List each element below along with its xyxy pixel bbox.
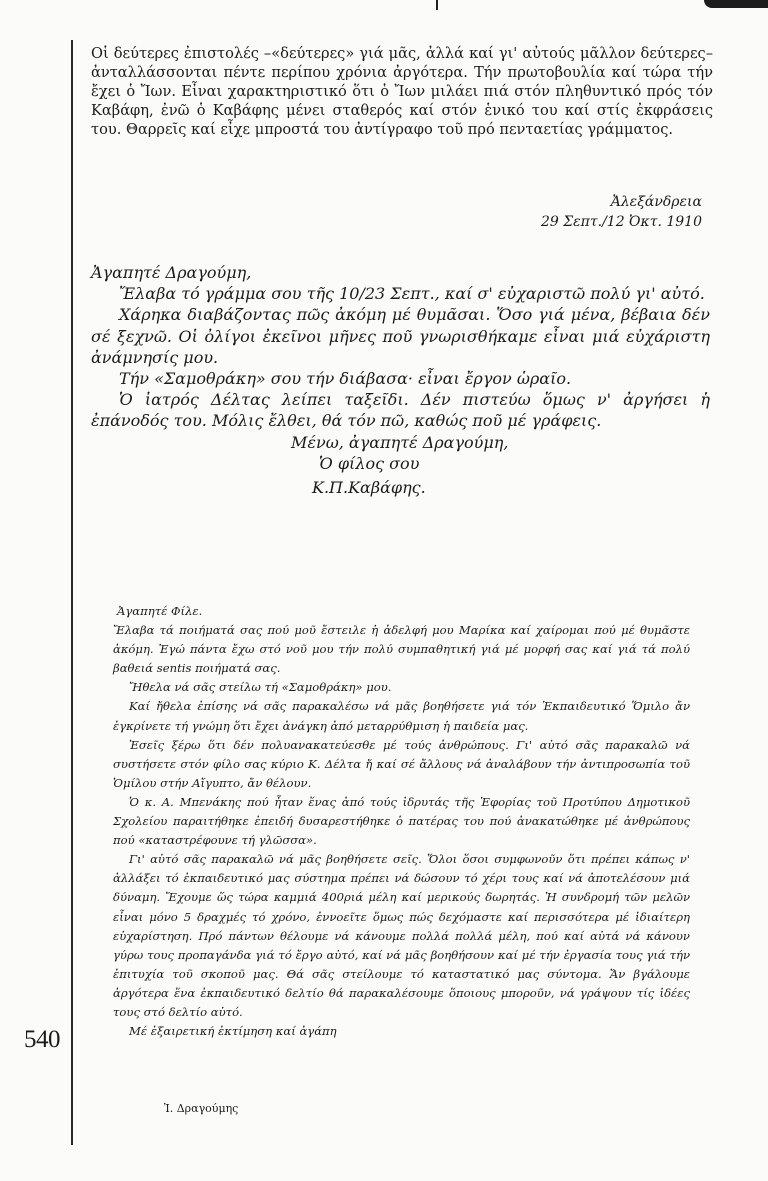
dateline-date: 29 Σεπτ./12 Ὀκτ. 1910 (541, 214, 702, 230)
letter-closing: Μέ ἐξαιρετική ἐκτίμηση καί ἀγάπη (129, 1024, 337, 1039)
letter-paragraph: Ἔλαβα τά ποιήματά σας πού μοῦ ἔστειλε ἡ ἀδελφή μου Μαρίκα καί χαίρομαι πού μέ θυμᾶστε ἀκόμη. Ἐγώ πάντα ἔχω στό νοῦ μου τήν πολύ συμπαθητική γιά μέ μορφή σας καί γιά τά πολύ βαθειά sentis ποιήματά σας. (113, 623, 690, 676)
letter-paragraph: Ἔλαβα τό γράμμα σου τῆς 10/23 Σεπτ., καί σ' εὐχαριστῶ πολύ γι' αὐτό. (119, 284, 705, 304)
letter-closing-friend: Ὁ φίλος σου (319, 453, 420, 473)
letter-paragraph: Ἤθελα νά σᾶς στείλω τή «Σαμοθράκη» μου. (129, 680, 392, 695)
letter-paragraph: Γι' αὐτό σᾶς παρακαλῶ νά μᾶς βοηθήσετε σεῖς. Ὅλοι ὅσοι συμφωνοῦν ὅτι πρέπει κάπως ν' ἀλλάξει τό ἐκπαιδευτικό μας σύστημα πρέπει νά δώσουν τό χέρι τους καί νά ἀποτελέσουν μιά δύναμη. Ἔχουμε ὥς τώρα καμμιά 400ριά μέλη καί μερικούς δωρητάς. Ἡ συνδρομή τῶν μελῶν εἶναι μόνο 5 δραχμές τό χρόνο, ἐννοεῖτε ὅμως πώς δεχόμαστε καί περισσότερα μέ ἰδιαίτερη εὐχαρίστηση. Πρό πάντων θέλουμε νά κάνουμε πολλά πολλά μέλη, πού καί αὐτά νά κάνουν γύρω τους προπαγάνδα γιά τό ἔργο αὐτό, καί νά μᾶς βοηθήσουν καί μέ τήν ἐργασία τους γιά τήν ἐπιτυχία τοῦ σκοποῦ μας. Θά σᾶς στείλουμε τό καταστατικό μας σύντομα. Ἄν βγάλουμε ἀργότερα ἕνα ἐκπαιδευτικό δελτίο θά παρακαλέσουμε ὅποιους μποροῦν, νά γράψουν τίς ἰδέες τους στό δελτίο αὐτό. (113, 852, 690, 1019)
letter-salutation: Ἀγαπητέ Δραγούμη, (91, 263, 252, 282)
letter-signature: Κ.Π.Καβάφης. (312, 478, 426, 498)
corner-tick (436, 0, 438, 10)
corner-scan-mark (704, 0, 768, 8)
intro-paragraph: Οἱ δεύτερες ἐπιστολές –«δεύτερες» γιά μᾶς, ἀλλά καί γι' αὐτούς μᾶλλον δεύτερες– ἀνταλλάσσονται πέντε περίπου χρόνια ἀργότερα. Τήν πρωτοβουλία καί τώρα τήν ἔχει ὁ Ἴων. Εἶναι χαρακτηριστικό ὅτι ὁ Ἴων μιλάει πιά στόν πληθυντικό πρός τόν Καβάφη, ἐνῶ ὁ Καβάφης μένει σταθερός καί στόν ἑνικό του καί στίς ἐκφράσεις του. Θαρρεῖς καί εἶχε μπροστά του ἀντίγραφο τοῦ πρό πενταετίας γράμματος. (91, 45, 713, 138)
letter-paragraph: Ἐσεῖς ξέρω ὅτι δέν πολυανακατεύεσθε μέ τούς ἀνθρώπους. Γι' αὐτό σᾶς παρακαλῶ νά συστήσετε στόν φίλο σας κύριο Κ. Δέλτα ἤ καί σέ ἄλλους νά ἀναλάβουν τήν ἀντιπροσωπία τοῦ Ὁμίλου στήν Αἴγυπτο, ἄν θέλουν. (113, 737, 690, 790)
letter-paragraph: Καί ἤθελα ἐπίσης νά σᾶς παρακαλέσω νά μᾶς βοηθήσετε γιά τόν Ἐκπαιδευτικό Ὅμιλο ἄν ἐγκρίνετε τή γνώμη ὅτι ἔχει ἀνάγκη ἀπό μεταρρύθμιση ἡ παιδεία μας. (113, 699, 690, 733)
letter-paragraph: Χάρηκα διαβάζοντας πῶς ἀκόμη μέ θυμᾶσαι. Ὅσο γιά μένα, βέβαια δέν σέ ξεχνῶ. Οἱ ὀλίγοι ἐκεῖνοι μῆνες ποῦ γνωρισθήκαμε εἶναι μιά εὐχάριστη ἀνάμνησίς μου. (91, 305, 710, 367)
page-number: 540 (24, 1026, 60, 1053)
letter-cavafy (91, 262, 710, 498)
dateline (541, 192, 702, 232)
letter-paragraph: Ὁ ἰατρός Δέλτας λείπει ταξεῖδι. Δέν πιστεύω ὅμως ν' ἀργήσει ἡ ἐπάνοδός του. Μόλις ἔλθει, θά τόν πῶ, καθώς ποῦ μέ γράφεις. (91, 390, 710, 431)
letter-closing: Μένω, ἀγαπητέ Δραγούμη, (291, 432, 509, 452)
letter-signature: Ἰ. Δραγούμης (164, 1102, 239, 1115)
dateline-place: Ἀλεξάνδρεια (610, 194, 702, 210)
letter-paragraph: Ὁ κ. Α. Μπενάκης πού ἦταν ἕνας ἀπό τούς ἱδρυτάς τῆς Ἐφορίας τοῦ Προτύπου Δημοτικοῦ Σχολείου παραιτήθηκε ἐπειδή δυσαρεστήθηκε ὁ πατέρας του πού ἀνακατώθηκε μέ ἀνθρώπους πού «καταστρέφουνε τή γλῶσσα». (113, 794, 690, 848)
letter-dragoumis (113, 602, 690, 1041)
margin-rule (71, 40, 73, 1145)
letter-salutation: Ἀγαπητέ Φίλε. (117, 604, 203, 618)
letter-paragraph: Τήν «Σαμοθράκη» σου τήν διάβασα· εἶναι ἔργον ὡραῖο. (119, 369, 572, 389)
editorial-intro (91, 44, 713, 139)
